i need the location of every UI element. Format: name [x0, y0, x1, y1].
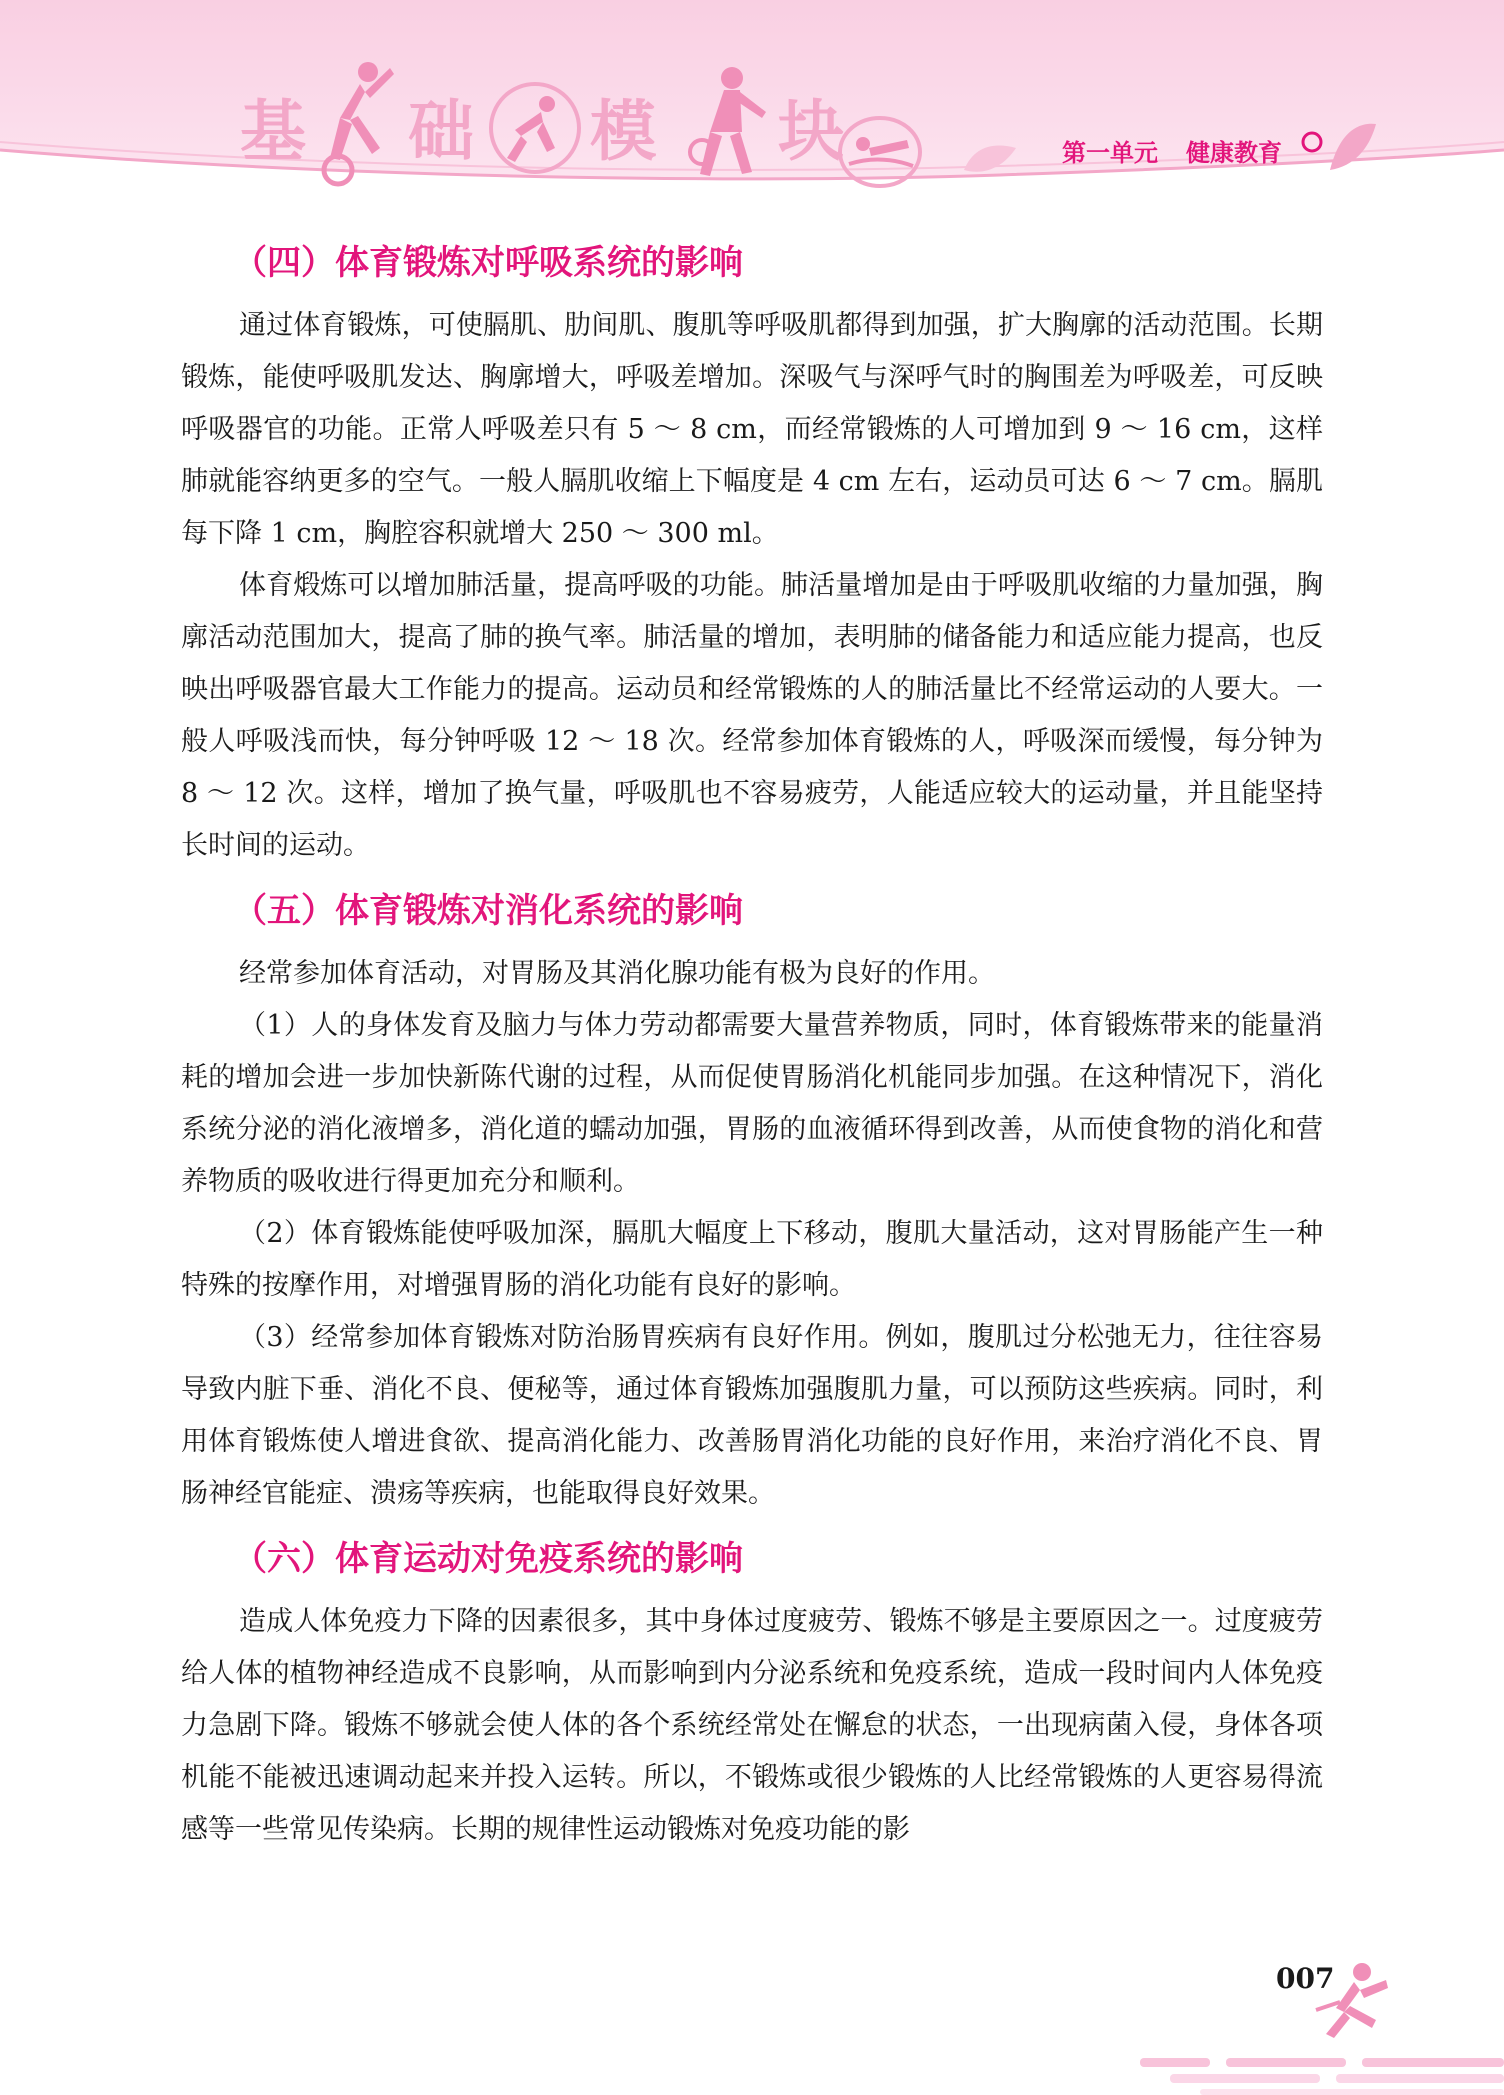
leaf-small-icon: [960, 140, 1020, 180]
section-heading-respiratory: （四）体育锻炼对呼吸系统的影响: [233, 243, 743, 283]
paragraph: 通过体育锻炼，可使膈肌、肋间肌、腹肌等呼吸肌都得到加强，扩大胸廓的活动范围。长期锻炼，能使呼吸肌发达、胸廓增大，呼吸差增加。深吸气与深呼气时的胸围差为呼吸差，可反映呼吸器官的功能。正常人呼吸差只有 5 ～ 8 cm，而经常锻炼的人可增加到 9 ～ 16 cm，这样肺就能容纳更多的空气。一般人膈肌收缩上下幅度是 4 cm 左右，运动员可达 6 ～ 7 cm。膈肌每下降 1 cm，胸腔容积就增大 250 ～ 300 ml。: [181, 310, 1323, 549]
module-char-1: 基: [240, 93, 306, 170]
paragraph: （1）人的身体发育及脑力与体力劳动都需要大量营养物质，同时，体育锻炼带来的能量消耗的增加会进一步加快新陈代谢的过程，从而促使胃肠消化机能同步加强。在这种情况下，消化系统分泌的消化液增多，消化道的蠕动加强，胃肠的血液循环得到改善，从而使食物的消化和营养物质的吸收进行得更加充分和顺利。: [181, 1010, 1323, 1197]
paragraph: 体育煅炼可以增加肺活量，提高呼吸的功能。肺活量增加是由于呼吸肌收缩的力量加强，胸廓活动范围加大，提高了肺的换气率。肺活量的增加，表明肺的储备能力和适应能力提高，也反映出呼吸器官最大工作能力的提高。运动员和经常锻炼的人的肺活量比不经常运动的人要大。一般人呼吸浅而快，每分钟呼吸 12 ～ 18 次。经常参加体育锻炼的人，呼吸深而缓慢，每分钟为 8 ～ 12 次。这样，增加了换气量，呼吸肌也不容易疲劳，人能适应较大的运动量，并且能坚持长时间的运动。: [181, 570, 1323, 861]
basketball-player-icon: [680, 62, 780, 182]
unit-label: 第一单元: [1062, 139, 1158, 167]
paragraph: 经常参加体育活动，对胃肠及其消化腺功能有极为良好的作用。: [239, 958, 995, 989]
module-char-4: 块: [778, 93, 844, 170]
page-content: [181, 232, 1323, 1856]
leaf-icon: [1300, 110, 1380, 180]
swimmer-icon: [835, 112, 925, 192]
page-header: [0, 0, 1504, 215]
volleyball-player-icon: [310, 58, 400, 188]
footer-decoration: [1140, 1950, 1504, 2095]
running-figure-icon: [1316, 1963, 1388, 2038]
paragraph: （3）经常参加体育锻炼对防治肠胃疾病有良好作用。例如，腹肌过分松弛无力，往往容易导致内脏下垂、消化不良、便秘等，通过体育锻炼加强腹肌力量，可以预防这些疾病。同时，利用体育锻炼使人增进食欲、提高消化能力、改善肠胃消化功能的良好作用，来治疗消化不良、胃肠神经官能症、溃疡等疾病，也能取得良好效果。: [181, 1322, 1323, 1509]
sprinter-icon: [485, 78, 585, 178]
unit-title: 健康教育: [1186, 139, 1282, 167]
module-char-3: 模: [590, 93, 656, 170]
module-char-2: 础: [408, 93, 474, 170]
section-heading-immune: （六）体育运动对免疫系统的影响: [233, 1539, 743, 1579]
paragraph: 造成人体免疫力下降的因素很多，其中身体过度疲劳、锻炼不够是主要原因之一。过度疲劳给人体的植物神经造成不良影响，从而影响到内分泌系统和免疫系统，造成一段时间内人体免疫力急剧下降。锻炼不够就会使人体的各个系统经常处在懈怠的状态，一出现病菌入侵，身体各项机能不能被迅速调动起来并投入运转。所以，不锻炼或很少锻炼的人比经常锻炼的人更容易得流感等一些常见传染病。长期的规律性运动锻炼对免疫功能的影: [181, 1606, 1323, 1845]
paragraph: （2）体育锻炼能使呼吸加深，膈肌大幅度上下移动，腹肌大量活动，这对胃肠能产生一种特殊的按摩作用，对增强胃肠的消化功能有良好的影响。: [181, 1218, 1323, 1301]
page-number: 007: [1276, 1962, 1335, 1995]
section-heading-digestive: （五）体育锻炼对消化系统的影响: [233, 891, 743, 931]
